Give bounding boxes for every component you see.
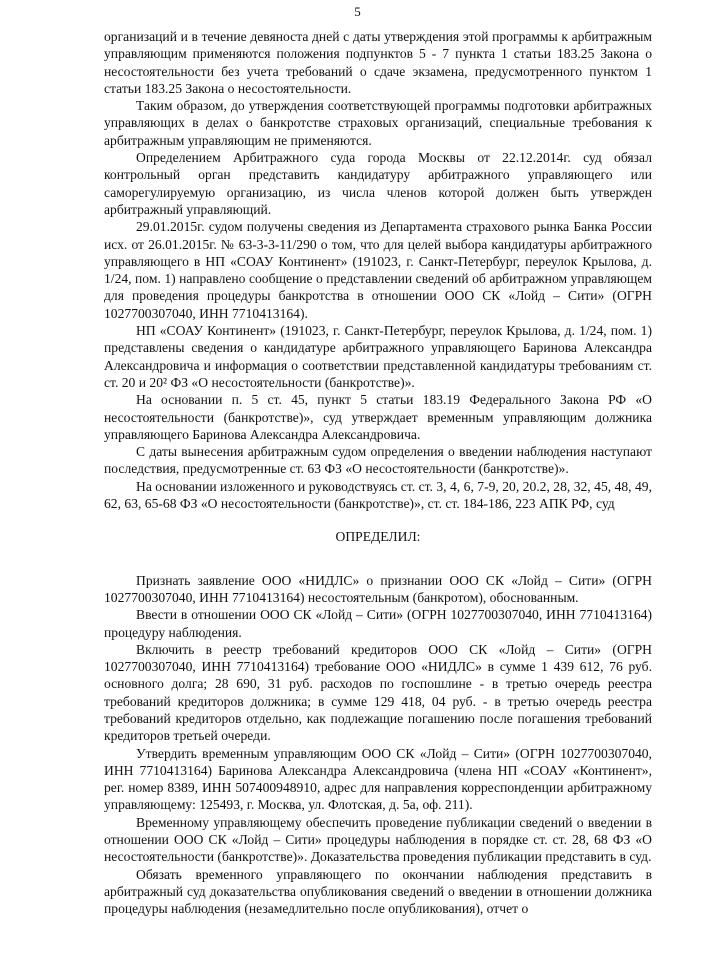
- paragraph: Определением Арбитражного суда города Москвы от 22.12.2014г. суд обязал контрольный орган представить кандидатуру арбитражного управляющего или саморегулируемую организацию, из числа членов которой должен быть утвержден арбитражный управляющий.: [104, 150, 652, 217]
- ruling-paragraph: Признать заявление ООО «НИДЛС» о признании ООО СК «Лойд – Сити» (ОГРН 1027700307040, ИНН 7710413164) несостоятельным (банкротом), обоснованным.: [104, 572, 652, 605]
- decision-heading: ОПРЕДЕЛИЛ:: [335, 529, 421, 545]
- paragraph-continuation: организаций и в течение девяноста дней с даты утверждения этой программы к арбитражным управляющим применяются положения подпунктов 5 - 7 пункта 1 статьи 183.25 Закона о несостоятельности без учета требований о сдаче экзамена, предусмотренного пунктом 1 статьи 183.25 Закона о несостоятельности.: [104, 29, 652, 96]
- paragraph: 29.01.2015г. судом получены сведения из Департамента страхового рынка Банка России исх. от 26.01.2015г. № 63-3-3-11/290 о том, что для целей выбора кандидатуры арбитражного управляющего в НП «СОАУ Континент» (191023, г. Санкт-Петербург, переулок Крылова, д. 1/24, пом. 1) направлено сообщение о представлении сведений об арбитражном управляющем для проведения процедуры банкротства в отношении ООО СК «Лойд – Сити» (ОГРН 1027700307040, ИНН 7710413164).: [104, 219, 652, 321]
- ruling-paragraph: Ввести в отношении ООО СК «Лойд – Сити» (ОГРН 1027700307040, ИНН 7710413164) процедуру наблюдения.: [104, 607, 652, 640]
- ruling-paragraph: Обязать временного управляющего по окончании наблюдения представить в арбитражный суд доказательства опубликования сведений о введении в отношении должника процедуры наблюдения (незамедлительно после опубликования), отчет о: [104, 866, 652, 917]
- ruling-paragraph: Временному управляющему обеспечить проведение публикации сведений о введении в отношении ООО СК «Лойд – Сити» процедуры наблюдения в порядке ст. ст. 28, 68 ФЗ «О несостоятельности (банкротстве)». Доказательства проведения публикации представить в суд.: [104, 814, 652, 865]
- page-number: 5: [354, 4, 361, 19]
- paragraph: НП «СОАУ Континент» (191023, г. Санкт-Петербург, переулок Крылова, д. 1/24, пом. 1) представлены сведения о кандидатуре арбитражного управляющего Баринова Александра Александровича и информация о соответствии представленной кандидатуры требованиям ст. ст. 20 и 20² ФЗ «О несостоятельности (банкротстве)».: [104, 323, 652, 390]
- paragraph: Таким образом, до утверждения соответствующей программы подготовки арбитражных управляющих в делах о банкротстве страховых организаций, специальные требования к арбитражным управляющим не применяются.: [104, 98, 652, 148]
- paragraph: На основании п. 5 ст. 45, пункт 5 статьи 183.19 Федерального Закона РФ «О несостоятельности (банкротстве)», суд утверждает временным управляющим должника управляющего Баринова Александра Александровича.: [104, 392, 652, 442]
- paragraph: На основании изложенного и руководствуясь ст. ст. 3, 4, 6, 7-9, 20, 20.2, 28, 32, 45, 48, 49, 62, 63, 65-68 ФЗ «О несостоятельности (банкротстве)», ст. ст. 184-186, 223 АПК РФ, суд: [104, 478, 652, 512]
- paragraph: С даты вынесения арбитражным судом определения о введении наблюдения наступают последствия, предусмотренные ст. 63 ФЗ «О несостоятельности (банкротстве)».: [104, 444, 652, 477]
- document-body: [104, 28, 652, 918]
- ruling-paragraph: Включить в реестр требований кредиторов ООО СК «Лойд – Сити» (ОГРН 1027700307040, ИНН 7710413164) требование ООО «НИДЛС» в сумме 1 439 612, 76 руб. основного долга; 28 690, 31 руб. расходов по госпошлине - в третью очередь реестра требований кредиторов должника; в сумме 129 418, 04 руб. - в третью очередь реестра требований кредиторов отдельно, как подлежащие погашению после погашения требований кредиторов третьей очереди.: [104, 641, 652, 744]
- ruling-paragraph: Утвердить временным управляющим ООО СК «Лойд – Сити» (ОГРН 1027700307040, ИНН 7710413164) Баринова Александра Александровича (члена НП «СОАУ «Континент», рег. номер 8389, ИНН 507400948910, адрес для направления корреспонденции арбитражному управляющему: 125493, г. Москва, ул. Флотская, д. 5а, оф. 211).: [104, 745, 652, 813]
